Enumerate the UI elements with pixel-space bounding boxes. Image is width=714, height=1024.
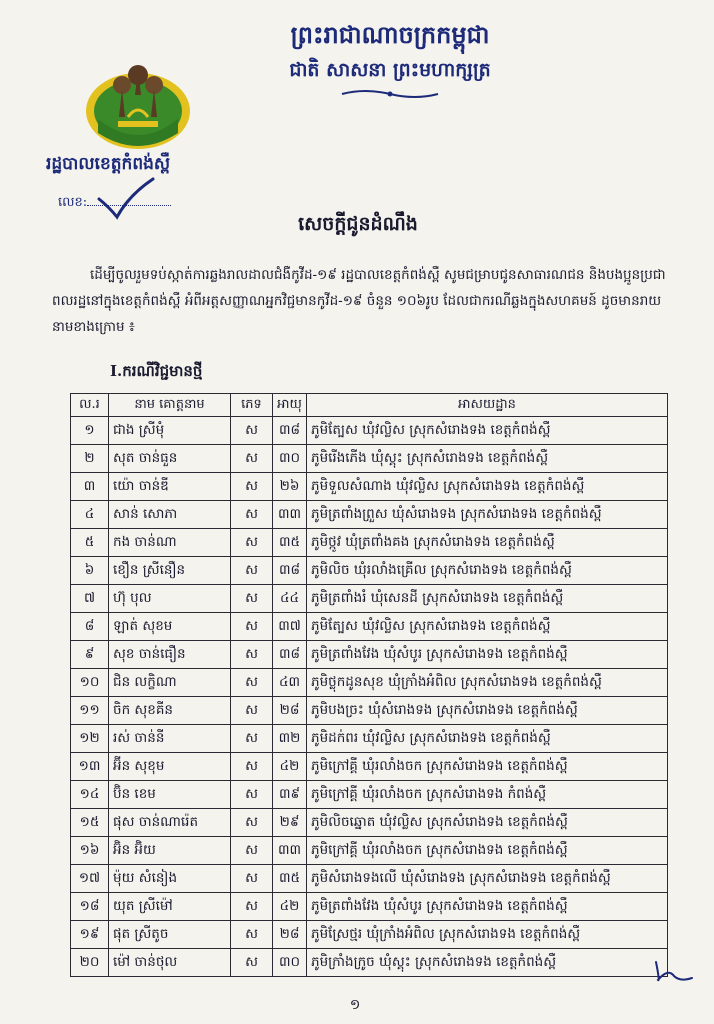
cell-sex: ស (231, 529, 273, 557)
cell-address: ភូមិត្រពាំងវែង ឃុំសំបូរ ស្រុកសំរោងទង ខេត្តកំពង់ស្ពឺ (307, 893, 668, 921)
cell-address: ភូមិក្រៅគ្គី ឃុំរលាំងចក ស្រុកសំរោងទង ខេត្តកំពង់ស្ពឺ (307, 753, 668, 781)
cell-sex: ស (231, 865, 273, 893)
cell-address: ភូមិត្បែស ឃុំវល្លិស ស្រុកសំរោងទង ខេត្តកំពង់ស្ពឺ (307, 417, 668, 445)
cell-sex: ស (231, 893, 273, 921)
cell-no: ១២ (71, 725, 109, 753)
cell-name: ខឿន ស្រីនឿន (109, 557, 231, 585)
cell-sex: ស (231, 697, 273, 725)
cell-no: ៦ (71, 557, 109, 585)
cell-age: ៤៤ (273, 585, 307, 613)
cell-name: កង ចាន់ណា (109, 529, 231, 557)
table-row (71, 501, 668, 529)
cell-no: ៩ (71, 641, 109, 669)
cell-no: ៣ (71, 473, 109, 501)
cell-name: ជាង ស្រីមុំ (109, 417, 231, 445)
cell-no: ១៨ (71, 893, 109, 921)
cell-name: ជិន លក្ខិណា (109, 669, 231, 697)
table-row (71, 921, 668, 949)
cell-age: ៣៥ (273, 865, 307, 893)
cell-no: ១៤ (71, 781, 109, 809)
cell-address: ភូមិក្រាំងក្រូច ឃុំស្គុះ ស្រុកសំរោងទង ខេត្តកំពង់ស្ពឺ (307, 949, 668, 977)
cell-sex: ស (231, 837, 273, 865)
cell-sex: ស (231, 921, 273, 949)
office-name: រដ្ឋបាលខេត្តកំពង់ស្ពឺ (46, 154, 171, 174)
cell-no: ១ (71, 417, 109, 445)
cell-address: ភូមិបងច្រះ ឃុំសំរោងទង ស្រុកសំរោងទង ខេត្តកំពង់ស្ពឺ (307, 697, 668, 725)
cell-name: ផុស ចាន់ណារ៉េត (109, 809, 231, 837)
cell-sex: ស (231, 781, 273, 809)
checkmark-icon (95, 177, 155, 221)
cell-no: ១៦ (71, 837, 109, 865)
header-sex: ភេទ (231, 394, 273, 417)
cell-name: ម៉ុយ សំនៀង (109, 865, 231, 893)
cell-no: ៤ (71, 501, 109, 529)
cell-sex: ស (231, 417, 273, 445)
cell-no: ២០ (71, 949, 109, 977)
cell-sex: ស (231, 473, 273, 501)
cell-sex: ស (231, 725, 273, 753)
table-row (71, 893, 668, 921)
cell-age: ៤២ (273, 753, 307, 781)
notice-title: សេចក្តីជូនដំណឹង (298, 213, 418, 235)
cell-no: ៧ (71, 585, 109, 613)
cell-age: ៣៧ (273, 613, 307, 641)
section-title: I.ករណីវិជ្ជមានថ្មី (110, 362, 203, 380)
table-row (71, 669, 668, 697)
table-header-row (71, 394, 668, 417)
cell-no: ៥ (71, 529, 109, 557)
cell-name: ម៉ៅ ចាន់ថុល (109, 949, 231, 977)
table-row (71, 725, 668, 753)
cell-address: ភូមិសំរោងទងលើ ឃុំសំរោងទង ស្រុកសំរោងទង ខេត្តកំពង់ស្ពឺ (307, 865, 668, 893)
table-row (71, 837, 668, 865)
cell-age: ៣០ (273, 949, 307, 977)
cell-age: ៣៥ (273, 529, 307, 557)
cell-age: ២៩ (273, 809, 307, 837)
cell-sex: ស (231, 585, 273, 613)
intro-paragraph (52, 262, 672, 340)
cell-age: ៣៣ (273, 837, 307, 865)
cell-no: ១១ (71, 697, 109, 725)
cell-age: ២៨ (273, 921, 307, 949)
cell-address: ភូមិត្រពាំងព្រួស ឃុំសំរោងទង ស្រុកសំរោងទង ខេត្តកំពង់ស្ពឺ (307, 501, 668, 529)
cell-sex: ស (231, 669, 273, 697)
cell-no: ១០ (71, 669, 109, 697)
cell-age: ២៦ (273, 473, 307, 501)
cell-name: សុត ចាន់ធួន (109, 445, 231, 473)
table-row (71, 781, 668, 809)
cell-sex: ស (231, 501, 273, 529)
cell-name: ប៊ិន ខេម (109, 781, 231, 809)
cell-age: ៣២ (273, 725, 307, 753)
cell-sex: ស (231, 641, 273, 669)
cell-address: ភូមិរើងភើង ឃុំស្គុះ ស្រុកសំរោងទង ខេត្តកំពង់ស្ពឺ (307, 445, 668, 473)
cell-name: ឡាត់ សុខម (109, 613, 231, 641)
header-address: អាសយដ្ឋាន (307, 394, 668, 417)
signature-mark (650, 958, 696, 986)
ornament-divider-icon (340, 86, 440, 102)
cell-age: ៤២ (273, 893, 307, 921)
cell-address: ភូមិត្រពាំងរំ ឃុំសេនដី ស្រុកសំរោងទង ខេត្តកំពង់ស្ពឺ (307, 585, 668, 613)
header-age: អាយុ (273, 394, 307, 417)
cell-name: ហ៊ុ បុល (109, 585, 231, 613)
cell-age: ៣៩ (273, 781, 307, 809)
header-name: នាម គោត្តនាម (109, 394, 231, 417)
cell-address: ភូមិលិចឆ្នោត ឃុំវល្លិស ស្រុកសំរោងទង ខេត្តកំពង់ស្ពឺ (307, 809, 668, 837)
cell-age: ៣៨ (273, 641, 307, 669)
cell-age: ២៨ (273, 697, 307, 725)
cell-address: ភូមិដក់ពរ ឃុំវល្លិស ស្រុកសំរោងទង ខេត្តកំពង់ស្ពឺ (307, 725, 668, 753)
cell-age: ៤៣ (273, 669, 307, 697)
kingdom-heading: ព្រះរាជាណាចក្រកម្ពុជា (290, 20, 490, 49)
cell-age: ៣៨ (273, 417, 307, 445)
table-row (71, 641, 668, 669)
cell-sex: ស (231, 809, 273, 837)
table-row (71, 809, 668, 837)
cell-no: ១៩ (71, 921, 109, 949)
cell-address: ភូមិថ្លុកដូនសុខ ឃុំក្រាំងអំពិល ស្រុកសំរោងទង ខេត្តកំពង់ស្ពឺ (307, 669, 668, 697)
cell-sex: ស (231, 949, 273, 977)
cell-address: ភូមិថ្កូវ ឃុំត្រពាំងគង ស្រុកសំរោងទង ខេត្តកំពង់ស្ពឺ (307, 529, 668, 557)
cell-name: រស់ ចាន់នី (109, 725, 231, 753)
cell-no: ១៥ (71, 809, 109, 837)
cell-age: ៣០ (273, 445, 307, 473)
case-table (70, 393, 668, 977)
cell-name: សាន់ សោភា (109, 501, 231, 529)
reference-label: លេខ: (58, 195, 88, 210)
table-row (71, 473, 668, 501)
cell-address: ភូមិក្រៅគ្គី ឃុំរលាំងចក ស្រុកសំរោងទង កំពង់ស្ពឺ (307, 781, 668, 809)
cell-no: ១៧ (71, 865, 109, 893)
table-row (71, 445, 668, 473)
cell-address: ភូមិត្រពាំងវែង ឃុំសំបូរ ស្រុកសំរោងទង ខេត្តកំពង់ស្ពឺ (307, 641, 668, 669)
cell-address: ភូមិស្រែថ្មរ ឃុំក្រាំងអំពិល ស្រុកសំរោងទង ខេត្តកំពង់ស្ពឺ (307, 921, 668, 949)
intro-text: ដើម្បីចូលរួមទប់ស្កាត់ការឆ្លងរាលដាលជំងឺកូវីដ-១៩ រដ្ឋបាលខេត្តកំពង់ស្ពឺ សូមជម្រាបជូនសាធារណជន និងបងប្អូនប្រជាពលរដ្ឋនៅក្នុងខេត្តកំពង់ស្ពឺ អំពីអត្តសញ្ញាណអ្នកវិជ្ជមានកូវីដ-១៩ ចំនួន ១០៦រូប ដែលជាករណីឆ្លងក្នុងសហគមន៍ ដូចមានរាយនាមខាងក្រោម ៖ (52, 267, 666, 335)
cell-name: ចិក សុខគីន (109, 697, 231, 725)
page-number: ១ (349, 997, 361, 1013)
cell-sex: ស (231, 557, 273, 585)
header-no: ល.រ (71, 394, 109, 417)
cell-sex: ស (231, 753, 273, 781)
cell-address: ភូមិលិច ឃុំរលាំងគ្រើល ស្រុកសំរោងទង ខេត្តកំពង់ស្ពឺ (307, 557, 668, 585)
cell-address: ភូមិទួលសំណាង ឃុំវល្លិស ស្រុកសំរោងទង ខេត្តកំពង់ស្ពឺ (307, 473, 668, 501)
cell-sex: ស (231, 445, 273, 473)
cell-no: ៨ (71, 613, 109, 641)
table-row (71, 865, 668, 893)
table-row (71, 613, 668, 641)
cell-name: យ៉ោ ចាន់ឌី (109, 473, 231, 501)
table-row (71, 417, 668, 445)
cell-age: ៣៨ (273, 557, 307, 585)
table-row (71, 585, 668, 613)
table-row (71, 949, 668, 977)
cell-name: ផុត ស្រីតូច (109, 921, 231, 949)
national-motto: ជាតិ សាសនា ព្រះមហាក្សត្រ (289, 59, 491, 81)
table-row (71, 697, 668, 725)
cell-name: អ៊ីន សុខុម (109, 753, 231, 781)
table-row (71, 753, 668, 781)
cell-no: ២ (71, 445, 109, 473)
cell-name: យុត ស្រីម៉ៅ (109, 893, 231, 921)
table-row (71, 557, 668, 585)
table-row (71, 529, 668, 557)
cell-sex: ស (231, 613, 273, 641)
cell-age: ៣៣ (273, 501, 307, 529)
cell-name: អ៊ិន អ៊ិយ (109, 837, 231, 865)
cell-address: ភូមិក្រៅគ្គី ឃុំរលាំងចក ស្រុកសំរោងទង ខេត្តកំពង់ស្ពឺ (307, 837, 668, 865)
table-body (71, 417, 668, 977)
cell-no: ១៣ (71, 753, 109, 781)
cell-name: សុខ ចាន់ធឿន (109, 641, 231, 669)
cell-address: ភូមិត្បែស ឃុំវល្លិស ស្រុកសំរោងទង ខេត្តកំពង់ស្ពឺ (307, 613, 668, 641)
provincial-seal-icon (78, 55, 198, 153)
